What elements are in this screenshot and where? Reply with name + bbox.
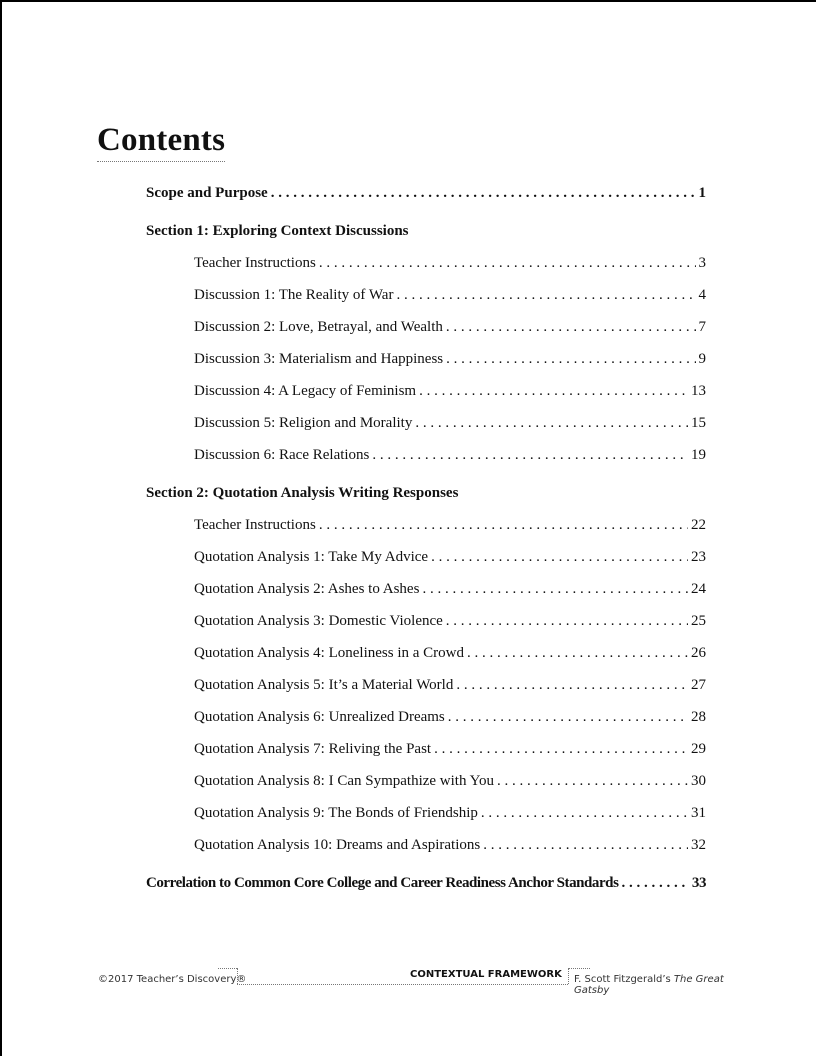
footer-divider xyxy=(568,968,569,984)
toc-entry-title: Quotation Analysis 9: The Bonds of Friendship xyxy=(194,805,478,821)
dot-leader xyxy=(372,446,688,464)
toc-entry-title: Quotation Analysis 2: Ashes to Ashes xyxy=(194,581,420,597)
dot-leader xyxy=(422,580,688,598)
toc-entry[interactable] xyxy=(194,836,706,854)
page-title: Contents xyxy=(97,124,225,162)
toc-entry-title: Quotation Analysis 1: Take My Advice xyxy=(194,549,429,565)
toc-entry-title: Quotation Analysis 5: It’s a Material World xyxy=(194,677,454,693)
toc-entry[interactable] xyxy=(194,740,706,758)
toc-entry-page: 25 xyxy=(691,613,706,629)
toc-entry-title: Quotation Analysis 4: Loneliness in a Crowd xyxy=(194,645,464,661)
toc-entry-title: Discussion 2: Love, Betrayal, and Wealth xyxy=(194,319,443,335)
toc-entry-page: 33 xyxy=(691,875,706,891)
toc-entry-page: 31 xyxy=(691,805,706,821)
dot-leader xyxy=(431,548,688,566)
toc-entry-page: 23 xyxy=(691,549,706,565)
toc-entry[interactable] xyxy=(194,612,706,630)
toc-entry-page: 15 xyxy=(691,415,706,431)
section-2-heading: Section 2: Quotation Analysis Writing Responses xyxy=(146,485,459,501)
toc-entry-page: 9 xyxy=(698,351,706,367)
dot-leader xyxy=(319,254,696,272)
toc-entry[interactable] xyxy=(194,286,706,304)
dot-leader xyxy=(448,708,688,726)
toc-entry-page: 28 xyxy=(691,709,706,725)
toc-entry[interactable] xyxy=(194,804,706,822)
page-footer xyxy=(98,964,738,996)
toc-entry-page: 26 xyxy=(691,645,706,661)
toc-entry[interactable] xyxy=(194,318,706,336)
footer-divider xyxy=(218,968,237,969)
toc-entry-title: Quotation Analysis 3: Domestic Violence xyxy=(194,613,443,629)
dot-leader xyxy=(319,516,688,534)
toc-entry-title: Quotation Analysis 6: Unrealized Dreams xyxy=(194,709,445,725)
section-1-heading: Section 1: Exploring Context Discussions xyxy=(146,223,409,239)
dot-leader xyxy=(621,874,688,892)
toc-entry-page: 22 xyxy=(691,517,706,533)
toc-entry-title: Discussion 3: Materialism and Happiness xyxy=(194,351,444,367)
toc-entry-page: 7 xyxy=(698,319,706,335)
toc-entry[interactable] xyxy=(194,772,706,790)
dot-leader xyxy=(415,414,688,432)
toc-entry-title: Discussion 5: Religion and Morality xyxy=(194,415,413,431)
series-title: CONTEXTUAL FRAMEWORK xyxy=(410,969,562,980)
toc-entry-title: Teacher Instructions xyxy=(194,255,316,271)
dot-leader xyxy=(446,612,688,630)
toc-entry-page: 30 xyxy=(691,773,706,789)
dot-leader xyxy=(419,382,688,400)
toc-entry-title: Quotation Analysis 10: Dreams and Aspirations xyxy=(194,837,481,853)
book-credit xyxy=(574,974,738,996)
dot-leader xyxy=(483,836,688,854)
dot-leader xyxy=(446,318,696,336)
toc-entry[interactable] xyxy=(194,254,706,272)
toc-entry[interactable] xyxy=(194,446,706,464)
toc-entry[interactable] xyxy=(194,382,706,400)
dot-leader xyxy=(467,644,688,662)
footer-divider xyxy=(237,968,238,984)
toc-entry[interactable] xyxy=(194,350,706,368)
toc-entry-page: 13 xyxy=(691,383,706,399)
toc-entry-title: Quotation Analysis 7: Reliving the Past xyxy=(194,741,432,757)
toc-entry-page: 29 xyxy=(691,741,706,757)
dot-leader xyxy=(481,804,688,822)
toc-entry[interactable] xyxy=(194,580,706,598)
copyright-notice: ©2017 Teacher’s Discovery® xyxy=(98,974,247,985)
toc-entry[interactable] xyxy=(194,516,706,534)
toc-entry-page: 3 xyxy=(698,255,706,271)
toc-entry-title: Quotation Analysis 8: I Can Sympathize with You xyxy=(194,773,494,789)
toc-entry-title: Correlation to Common Core College and Career Readiness Anchor Standards xyxy=(146,875,619,891)
toc-entry-page: 24 xyxy=(691,581,706,597)
toc-entry-title: Discussion 4: A Legacy of Feminism xyxy=(194,383,417,399)
toc-entry-page: 27 xyxy=(691,677,706,693)
toc-entry[interactable] xyxy=(194,644,706,662)
toc-entry-page: 1 xyxy=(698,185,706,201)
toc-entry-page: 4 xyxy=(698,287,706,303)
toc-entry-title: Discussion 6: Race Relations xyxy=(194,447,370,463)
toc-entry-title: Teacher Instructions xyxy=(194,517,316,533)
footer-rule xyxy=(237,984,568,985)
toc-entry-title: Discussion 1: The Reality of War xyxy=(194,287,394,303)
author-prefix: F. Scott Fitzgerald’s xyxy=(574,974,674,985)
dot-leader xyxy=(497,772,688,790)
toc-entry-title: Scope and Purpose xyxy=(146,185,268,201)
toc-entry[interactable] xyxy=(194,548,706,566)
dot-leader xyxy=(271,184,696,202)
book-title: The Great Gatsby xyxy=(574,974,724,996)
toc-entry[interactable] xyxy=(194,708,706,726)
toc-entry-correlation[interactable] xyxy=(146,874,706,892)
toc-entry-page: 19 xyxy=(691,447,706,463)
footer-divider xyxy=(568,968,590,969)
toc-entry[interactable] xyxy=(194,414,706,432)
toc-entry-page: 32 xyxy=(691,837,706,853)
dot-leader xyxy=(446,350,695,368)
dot-leader xyxy=(396,286,695,304)
toc-entry-scope[interactable] xyxy=(146,184,706,202)
dot-leader xyxy=(434,740,688,758)
toc-entry[interactable] xyxy=(194,676,706,694)
dot-leader xyxy=(456,676,688,694)
